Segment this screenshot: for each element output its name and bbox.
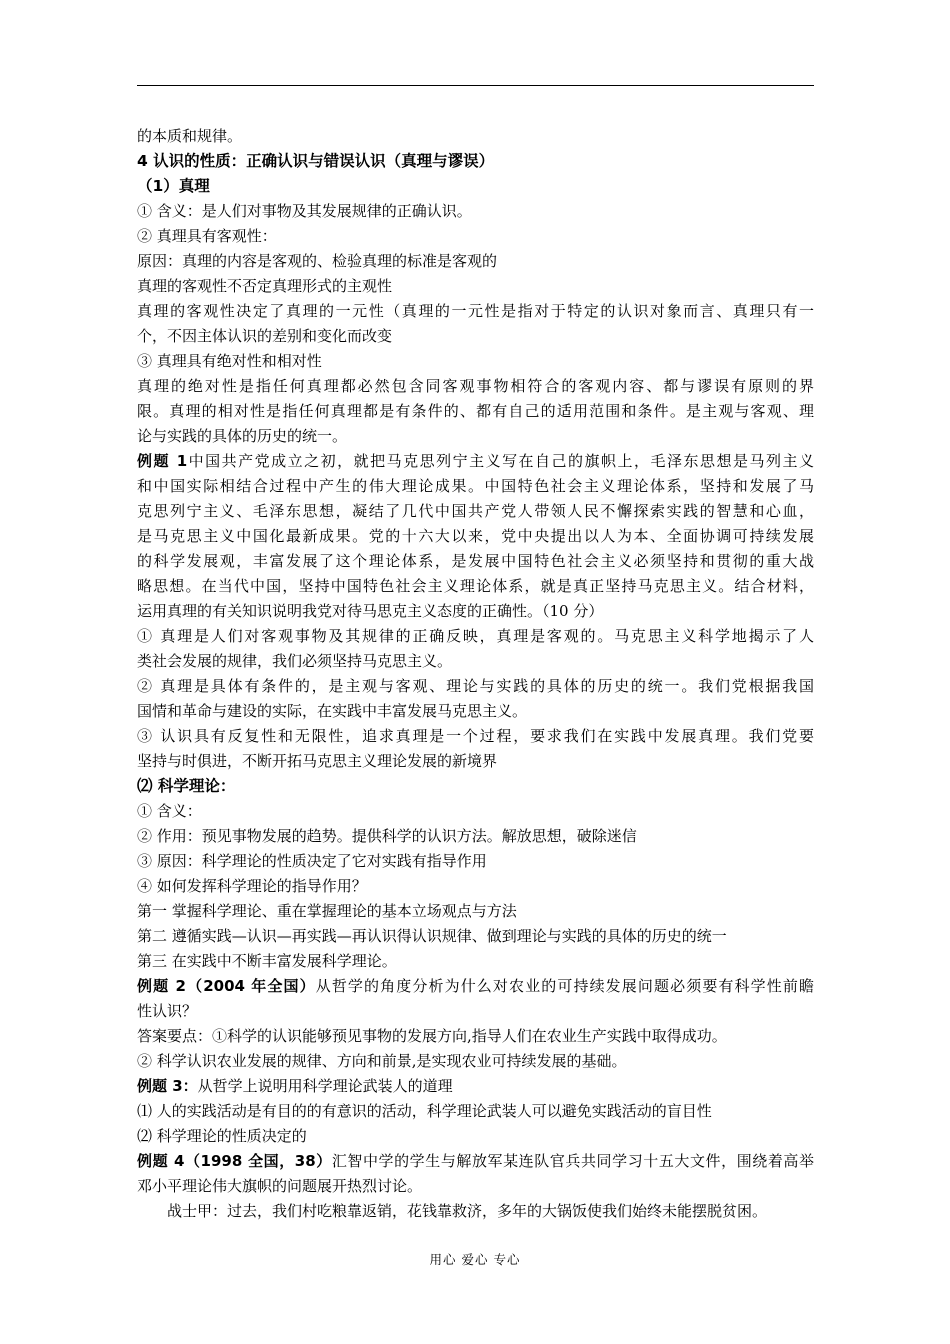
- answer-line: ③ 认识具有反复性和无限性，追求真理是一个过程，要求我们在实践中发展真理。我们党要: [137, 727, 814, 745]
- text-line: ① 含义：: [137, 802, 202, 820]
- text-line: 真理的客观性决定了真理的一元性（真理的一元性是指对于特定的认识对象而言、真理只有一: [137, 302, 814, 320]
- example-2-line: 性认识？: [137, 1002, 198, 1020]
- document-body: [137, 124, 814, 1224]
- text-line: ⑵ 科学理论的性质决定的: [137, 1127, 307, 1145]
- text-line: ③ 真理具有绝对性和相对性: [137, 352, 322, 370]
- text-line: 第一 掌握科学理论、重在掌握理论的基本立场观点与方法: [137, 902, 517, 920]
- example-label: 例题 2（2004 年全国）: [137, 977, 316, 995]
- text-line: 论与实践的具体的历史的统一。: [137, 427, 348, 445]
- answer-line: ② 真理是具体有条件的，是主观与客观、理论与实践的具体的历史的统一。我们党根据我国: [137, 677, 814, 695]
- answer-line: ① 真理是人们对客观事物及其规律的正确反映，真理是客观的。马克思主义科学地揭示了人: [137, 627, 814, 645]
- example-1-line: 和中国实际相结合过程中产生的伟大理论成果。中国特色社会主义理论体系，坚持和发展了马: [137, 477, 814, 495]
- text-line: 真理的客观性不否定真理形式的主观性: [137, 277, 393, 295]
- text-line: 第二 遵循实践—认识—再实践—再认识得认识规律、做到理论与实践的具体的历史的统一: [137, 927, 727, 945]
- text-line: ② 科学认识农业发展的规律、方向和前景,是实现农业可持续发展的基础。: [137, 1052, 627, 1070]
- example-1-line: 运用真理的有关知识说明我党对待马思克主义态度的正确性。（10 分）: [137, 602, 604, 620]
- example-3-line: 例题 3：从哲学上说明用科学理论武装人的道理: [137, 1077, 453, 1095]
- text-line: ② 真理具有客观性：: [137, 227, 277, 245]
- text-line: ② 作用：预见事物发展的趋势。提供科学的认识方法。解放思想，破除迷信: [137, 827, 637, 845]
- text-line: 第三 在实践中不断丰富发展科学理论。: [137, 952, 397, 970]
- example-label: 例题 3：: [137, 1077, 198, 1095]
- example-4-line: 邓小平理论伟大旗帜的问题展开热烈讨论。: [137, 1177, 423, 1195]
- example-label: 例题 1: [137, 452, 188, 470]
- text-line: ① 含义：是人们对事物及其发展规律的正确认识。: [137, 202, 472, 220]
- example-1-line: 是马克思主义中国化最新成果。党的十六大以来，党中央提出以人为本、全面协调可持续发展: [137, 527, 814, 545]
- example-1-line: 的科学发展观，丰富发展了这个理论体系，是发展中国特色社会主义必须坚持和贯彻的重大战: [137, 552, 814, 570]
- text-line: ④ 如何发挥科学理论的指导作用？: [137, 877, 367, 895]
- text-line: 答案要点：①科学的认识能够预见事物的发展方向,指导人们在农业生产实践中取得成功。: [137, 1027, 727, 1045]
- text-line: 原因：真理的内容是客观的、检验真理的标准是客观的: [137, 252, 498, 270]
- text-line: 限。真理的相对性是指任何真理都是有条件的、都有自己的适用范围和条件。是主观与客观、理: [137, 402, 814, 420]
- answer-line: 类社会发展的规律，我们必须坚持马克思主义。: [137, 652, 453, 670]
- example-4-line: 例题 4（1998 全国，38）汇智中学的学生与解放军某连队官兵共同学习十五大文件，围绕着高举: [137, 1152, 814, 1170]
- text-line: ⑴ 人的实践活动是有目的的有意识的活动，科学理论武装人可以避免实践活动的盲目性: [137, 1102, 712, 1120]
- text-line: 真理的绝对性是指任何真理都必然包含同客观事物相符合的客观内容、都与谬误有原则的界: [137, 377, 814, 395]
- text-line: 个，不因主体认识的差别和变化而改变: [137, 327, 393, 345]
- example-2-line: 例题 2（2004 年全国）从哲学的角度分析为什么对农业的可持续发展问题必须要有科学性前瞻: [137, 977, 814, 995]
- header-rule: [137, 85, 814, 86]
- section-heading: 4 认识的性质：正确认识与错误认识（真理与谬误）: [137, 152, 495, 170]
- example-1-line: 例题 1中国共产党成立之初，就把马克思列宁主义写在自己的旗帜上，毛泽东思想是马列主义: [137, 452, 814, 470]
- text-line: 的本质和规律。: [137, 127, 243, 145]
- subsection-heading: （1）真理: [137, 177, 210, 195]
- example-1-line: 克思列宁主义、毛泽东思想，凝结了几代中国共产党人带领人民不懈探索实践的智慧和心血，: [137, 502, 814, 520]
- text-line: 战士甲：过去，我们村吃粮靠返销，花钱靠救济，多年的大锅饭使我们始终未能摆脱贫困。: [167, 1202, 768, 1220]
- page-footer: 用心 爱心 专心: [429, 1252, 521, 1267]
- answer-line: 国情和革命与建设的实际，在实践中丰富发展马克思主义。: [137, 702, 528, 720]
- example-label: 例题 4（1998 全国，38）: [137, 1152, 332, 1170]
- example-1-line: 略思想。在当代中国，坚持中国特色社会主义理论体系，就是真正坚持马克思主义。结合材料，: [137, 577, 814, 595]
- answer-line: 坚持与时俱进，不断开拓马克思主义理论发展的新境界: [137, 752, 498, 770]
- subsection-heading: ⑵ 科学理论：: [137, 777, 236, 795]
- text-line: ③ 原因：科学理论的性质决定了它对实践有指导作用: [137, 852, 487, 870]
